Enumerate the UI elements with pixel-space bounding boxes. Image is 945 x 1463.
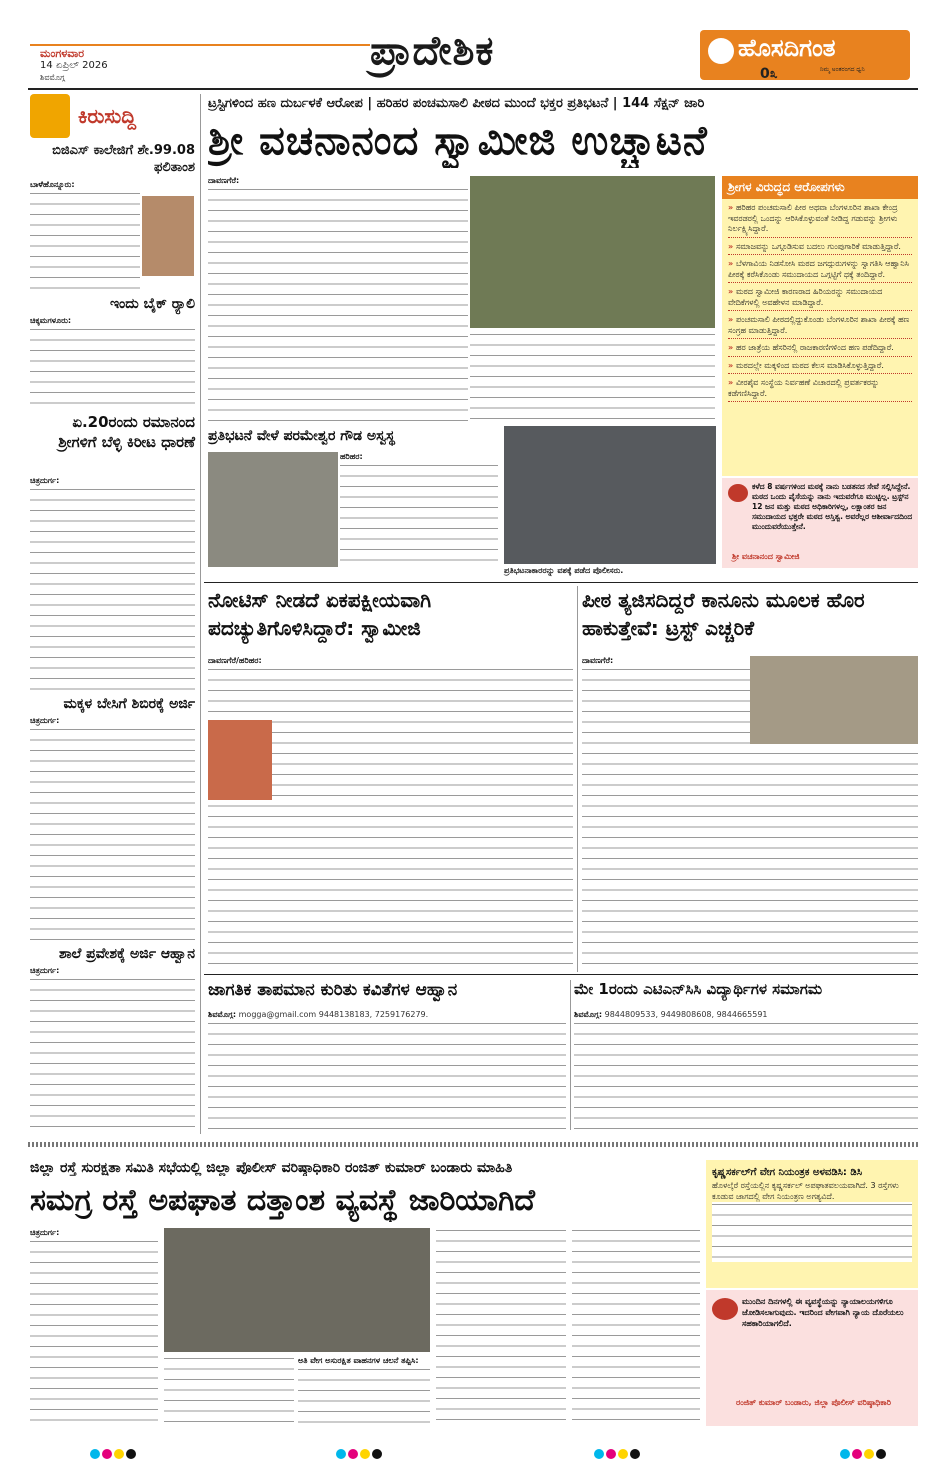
story6-headline: ಸಮಗ್ರ ರಸ್ತೆ ಅಪಘಾತ ದತ್ತಾಂಶ ವ್ಯವಸ್ಥೆ ಜಾರಿಯಾಗಿದೆ bbox=[30, 1183, 536, 1218]
story5-headline: ಮೇ 1ರಂದು ಎಟಿಎನ್‌ಸಿಸಿ ವಿದ್ಯಾರ್ಥಿಗಳ ಸಮಾಗಮ bbox=[574, 980, 823, 998]
section-rule bbox=[204, 974, 918, 975]
allegation-text: ಸಮಾಜವನ್ನು ಒಗ್ಗೂಡಿಸುವ ಬದಲು ಗುಂಪುಗಾರಿಕೆ ಮಾಡುತ್ತಿದ್ದಾರೆ. bbox=[735, 241, 901, 251]
arrow-bullet-icon: » bbox=[728, 241, 736, 251]
lead-sub-body bbox=[340, 452, 498, 567]
allegation-text: ಮಠದ ಸ್ವಾಮೀಜಿ ಕಾರಣರಾದ ಹಿರಿಯರನ್ನು ಸಮುದಾಯದ ವೇದಿಕೆಗಳಲ್ಲಿ ಅವಹೇಳನ ಮಾಡಿದ್ದಾರೆ. bbox=[728, 287, 883, 307]
lead-photo-police bbox=[470, 176, 715, 328]
story6-dateline: ಚಿತ್ರದುರ್ಗ: bbox=[30, 1228, 60, 1237]
arrow-bullet-icon: » bbox=[728, 287, 736, 296]
kirusuddi-title: ಕಿರುಸುದ್ದಿ bbox=[78, 104, 137, 128]
logo-icon bbox=[708, 38, 734, 64]
circle-sidebar-body bbox=[706, 1181, 918, 1271]
brief-2-headline: ಇಂದು ಬೈಕ್ ರ್‍ಯಾಲಿ bbox=[109, 296, 195, 312]
story4-dateline: ಶಿವಮೊಗ್ಗ: bbox=[208, 1010, 237, 1019]
swamiji-quote-box bbox=[722, 478, 918, 568]
sp-quote: ಮುಂದಿನ ದಿನಗಳಲ್ಲಿ ಈ ವ್ಯವಸ್ಥೆಯನ್ನು ನ್ಯಾಯಾಲಯಗಳಿಗೂ ಜೋಡಿಸಲಾಗುವುದು. ಇದರಿಂದ ವೇಗವಾಗಿ ನ್ಯಾಯ ದೊರೆಯಲು ಸಹಕಾರಿಯಾಗಲಿದೆ. bbox=[742, 1297, 904, 1328]
allegation-text: ವೀರಶೈವ ಸಂಸ್ಥೆಯ ನಿರ್ವಹಣೆ ವಿಚಾರದಲ್ಲಿ ಪ್ರವರ್ತಕರನ್ನು ಕಡೆಗಣಿಸಿದ್ದಾರೆ. bbox=[728, 378, 880, 398]
column-separator bbox=[577, 586, 578, 972]
allegation-item bbox=[728, 259, 912, 283]
circle-sidebar-title: ಕೃಷ್ಣಸರ್ಕಲ್‌ಗೆ ವೇಗ ನಿಯಂತ್ರಕ ಅಳವಡಿಸಿ: ಡಿಸಿ bbox=[712, 1167, 863, 1178]
top-rule bbox=[28, 88, 918, 90]
day: ಮಂಗಳವಾರ bbox=[40, 47, 85, 60]
story6-sub-head: ಅತಿ ವೇಗ ಅಸುರಕ್ಷಿತ ವಾಹನಗಳ ಚಲನೆ ತಪ್ಪಿಸಿ: bbox=[298, 1356, 419, 1365]
student-photo bbox=[142, 196, 194, 276]
page-number: 0೩ bbox=[760, 66, 778, 82]
arrow-bullet-icon: » bbox=[728, 203, 736, 212]
arrow-bullet-icon: » bbox=[728, 343, 736, 352]
allegation-text: ಹರ ಜಾತ್ರೆಯ ಹೆಸರಿನಲ್ಲಿ ರಾಜಕಾರಣಿಗಳಿಂದ ಹಣ ಪಡೆದಿದ್ದಾರೆ. bbox=[735, 343, 894, 352]
lead-dateline: ದಾವಣಗೆರೆ: bbox=[208, 176, 240, 185]
allegation-item bbox=[728, 315, 912, 339]
brief-3-body bbox=[30, 476, 195, 690]
allegation-item bbox=[728, 378, 912, 402]
story5-phone: 9844809533, 9449808608, 9844665591 bbox=[604, 1010, 768, 1019]
brief-2-dateline: ಚಿಕ್ಕಮಗಳೂರು: bbox=[30, 316, 72, 325]
meeting-photo bbox=[164, 1228, 430, 1352]
section-rule bbox=[204, 582, 918, 583]
story6-body-col2 bbox=[164, 1356, 294, 1428]
lead-body-col1 bbox=[208, 176, 468, 424]
story2-body bbox=[208, 656, 573, 970]
allegation-text: ಬೆಳಗಾವಿಯ ನಿಡಸೋಸಿ ಮಠದ ಜಗದ್ಗುರುಗಳನ್ನು ಸ್ವಾಗತಿಸಿ ಆಹ್ವಾನಿಸಿ ಪೀಠಕ್ಕೆ ಕರೆಸಿಕೊಂಡು ಸಮುದಾಯದ ಒಗ್ಗಟ್ಟಿಗೆ ಧಕ್ಕೆ ತಂದಿದ್ದಾರೆ. bbox=[728, 259, 909, 279]
protester-collapsed-photo bbox=[208, 452, 338, 567]
header-rule bbox=[30, 44, 370, 46]
swamiji-quote-by: ಶ್ರೀ ವಚನಾನಂದ ಸ್ವಾಮೀಜಿ bbox=[732, 552, 800, 561]
story5-body bbox=[574, 1010, 918, 1135]
story2-dateline: ದಾವಣಗೆರೆ/ಹರಿಹರ: bbox=[208, 656, 262, 665]
lead-headline: ಶ್ರೀ ವಚನಾನಂದ ಸ್ವಾಮೀಜಿ ಉಚ್ಚಾಟನೆ bbox=[208, 118, 708, 164]
brief-1-body bbox=[30, 180, 140, 292]
brief-1-dateline: ಬಾಳೆಹೊನ್ನೂರು: bbox=[30, 180, 75, 189]
registration-marks bbox=[90, 1444, 138, 1463]
brief-4-body bbox=[30, 716, 195, 942]
allegations-box bbox=[722, 176, 918, 476]
lead-sub-dateline: ಹರಿಹರ: bbox=[340, 452, 363, 461]
hand-icon bbox=[30, 94, 70, 138]
lead-kicker: ಟ್ರಸ್ಟಿಗಳಿಂದ ಹಣ ದುರ್ಬಳಕೆ ಆರೋಪ | ಹರಿಹರ ಪಂಚಮಸಾಲಿ ಪೀಠದ ಮುಂದೆ ಭಕ್ತರ ಪ್ರತಿಭಟನೆ | 144 ಸೆಕ್ಷನ್ ಜಾರಿ bbox=[208, 96, 705, 111]
lead-photo-caption: ಪ್ರತಿಭಟನಾಕಾರರನ್ನು ವಶಕ್ಕೆ ಪಡೆದ ಪೊಲೀಸರು. bbox=[504, 566, 624, 575]
allegation-text: ಮಠದಲ್ಲೇ ಮಕ್ಕಳಿಂದ ಮಠದ ಕೆಲಸ ಮಾಡಿಸಿಕೊಳ್ಳುತ್ತಿದ್ದಾರೆ. bbox=[735, 360, 884, 370]
story6-body-col3 bbox=[298, 1356, 430, 1428]
circle-sidebar-text: ಹೊಳಲ್ಕೆರೆ ರಸ್ತೆಯಲ್ಲಿನ ಕೃಷ್ಣಸರ್ಕಲ್ ಅಪಘಾತವಲಯವಾಗಿದೆ. 3 ರಸ್ತೆಗಳು ಕೂಡುವ ಜಾಗದಲ್ಲಿ ವೇಗ ನಿಯಂತ್ರಣ ಅಗತ್ಯವಿದೆ. bbox=[712, 1181, 899, 1201]
brief-3-headline: ಏ.20ರಂದು ರಮಾನಂದ ಶ್ರೀಗಳಿಗೆ ಬೆಳ್ಳಿ ಕಿರೀಟ ಧಾರಣೆ bbox=[58, 413, 195, 451]
sp-quote-box bbox=[706, 1290, 918, 1426]
brief-4-dateline: ಚಿತ್ರದುರ್ಗ: bbox=[30, 716, 60, 725]
story5-dateline: ಶಿವಮೊಗ್ಗ: bbox=[574, 1010, 603, 1019]
story6-body-col5 bbox=[572, 1228, 700, 1428]
brief-5-dateline: ಚಿತ್ರದುರ್ಗ: bbox=[30, 966, 60, 975]
paper-tagline: ನಿಮ್ಮ ಅಂತರಂಗದ ಧ್ವನಿ bbox=[820, 66, 865, 73]
allegation-item bbox=[728, 343, 912, 357]
story6-kicker: ಜಿಲ್ಲಾ ರಸ್ತೆ ಸುರಕ್ಷತಾ ಸಮಿತಿ ಸಭೆಯಲ್ಲಿ ಜಿಲ್ಲಾ ಪೊಲೀಸ್ ವರಿಷ್ಠಾಧಿಕಾರಿ ರಂಜಿತ್ ಕುಮಾರ್ ಬಂಡಾರು ಮಾಹಿತಿ bbox=[30, 1160, 513, 1176]
arrow-bullet-icon: » bbox=[728, 315, 736, 324]
story4-headline: ಜಾಗತಿಕ ತಾಪಮಾನ ಕುರಿತು ಕವಿತೆಗಳ ಆಹ್ವಾನ bbox=[208, 980, 458, 1000]
brief-4-headline: ಮಕ್ಕಳ ಬೇಸಿಗೆ ಶಿಬಿರಕ್ಕೆ ಅರ್ಜಿ bbox=[63, 696, 195, 712]
story4-email: mogga@gmail.com bbox=[238, 1010, 317, 1019]
lead-photo-detained bbox=[504, 426, 716, 564]
allegations-title: ಶ್ರೀಗಳ ವಿರುದ್ಧದ ಆರೋಪಗಳು bbox=[722, 176, 918, 199]
allegation-text: ಪಂಚಮಸಾಲಿ ಪೀಠದಲ್ಲಿದ್ದುಕೊಂಡು ಬೆಂಗಳೂರಿನ ಶಾಖಾ ಪೀಠಕ್ಕೆ ಹಣ ಸಂಗ್ರಹ ಮಾಡುತ್ತಿದ್ದಾರೆ. bbox=[728, 315, 910, 335]
allegations-list bbox=[722, 199, 918, 410]
allegation-text: ಹರಿಹರ ಪಂಚಮಸಾಲಿ ಪೀಠ ಅಥವಾ ಬೆಂಗಳೂರಿನ ಶಾಖಾ ಕೇಂದ್ರ ಇವರಡರಲ್ಲಿ ಒಂದನ್ನು ಆರಿಸಿಕೊಳ್ಳುವಂತೆ ನೀಡಿದ್ದ ಗಡುವನ್ನು ಶ್ರೀಗಳು ನಿರ್ಲಕ್ಷ್ಯಿಸಿದ್ದಾರೆ. bbox=[728, 203, 898, 233]
story4-phone: 9448138183, 7259176279. bbox=[318, 1010, 429, 1019]
swamiji-quote: ಕಳೆದ 8 ವರ್ಷಗಳಿಂದ ಮಠಕ್ಕೆ ನಾನು ಬಡತನದ ಸೇವೆ ಸಲ್ಲಿಸಿದ್ದೇನೆ. ಮಠದ ಒಂದು ಪೈಸೆಯನ್ನು ನಾನು ಇದುವರೆಗೂ ಮುಟ್ಟಿಲ್ಲ. ಟ್ರಸ್ಟ್‌ನ 12 ಜನ ಮತ್ತು ಮಠದ ಅಧಿಕಾರಿಗಳಲ್ಲ, ಲಕ್ಷಾಂತರ ಜನ ಸಮುದಾಯದ ಭಕ್ತರೇ ಮಠದ ಅಸ್ತಿತ್ವ. ಅವರೆಲ್ಲರ ಆಶೀರ್ವಾದದಿಂದ ಮುಂದುವರೆಯುತ್ತೇನೆ. bbox=[752, 482, 913, 531]
brief-3-dateline: ಚಿತ್ರದುರ್ಗ: bbox=[30, 476, 60, 485]
kirusuddi-header bbox=[30, 94, 190, 140]
allegation-item bbox=[728, 203, 912, 238]
allegation-item bbox=[728, 361, 912, 375]
paper-name: ಹೊಸದಿಗಂತ bbox=[738, 34, 836, 62]
brief-2-body bbox=[30, 316, 195, 406]
quote-icon bbox=[712, 1298, 738, 1320]
lead-sub-headline: ಪ್ರತಿಭಟನೆ ವೇಳೆ ಪರಮೇಶ್ವರ ಗೌಡ ಅಸ್ವಸ್ಥ bbox=[208, 428, 395, 444]
registration-marks bbox=[594, 1444, 642, 1463]
brief-5-headline: ಶಾಲೆ ಪ್ರವೇಶಕ್ಕೆ ಅರ್ಜಿ ಆಹ್ವಾನ bbox=[59, 946, 195, 962]
allegation-item bbox=[728, 287, 912, 311]
story6-body-col4 bbox=[436, 1228, 566, 1428]
paper-logo bbox=[700, 30, 910, 80]
lead-body-col2 bbox=[470, 332, 715, 424]
arrow-bullet-icon: » bbox=[728, 259, 736, 268]
brief-5-body bbox=[30, 966, 195, 1130]
column-separator bbox=[200, 94, 201, 1134]
arrow-bullet-icon: » bbox=[728, 360, 736, 370]
story2-headline: ನೋಟಿಸ್ ನೀಡದೆ ಏಕಪಕ್ಷೀಯವಾಗಿ ಪದಚ್ಯುತಿಗೊಳಿಸಿದ್ದಾರೆ: ಸ್ವಾಮೀಜಿ bbox=[208, 588, 432, 640]
swamiji-portrait bbox=[208, 720, 272, 800]
allegation-item bbox=[728, 242, 912, 256]
quote-icon bbox=[728, 484, 748, 502]
dateline-block bbox=[40, 48, 108, 84]
registration-marks bbox=[840, 1444, 888, 1463]
brief-1-headline: ಬಿಜಿಎಸ್ ಕಾಲೇಜಿಗೆ ಶೇ.99.08 ಫಲಿತಾಂಶ bbox=[52, 143, 195, 175]
date: 14 ಏಪ್ರಿಲ್ 2026 bbox=[40, 60, 108, 71]
dashed-divider bbox=[28, 1142, 918, 1147]
city: ಶಿವಮೊಗ್ಗ bbox=[40, 73, 65, 82]
circle-sidebar bbox=[706, 1160, 918, 1288]
sp-quote-by: ರಂಜಿತ್ ಕುಮಾರ್ ಬಂಡಾರು, ಜಿಲ್ಲಾ ಪೊಲೀಸ್ ವರಿಷ್ಠಾಧಿಕಾರಿ bbox=[736, 1398, 891, 1407]
story3-headline: ಪೀಠ ತ್ಯಜಿಸದಿದ್ದರೆ ಕಾನೂನು ಮೂಲಕ ಹೊರ ಹಾಕುತ್ತೇವೆ: ಟ್ರಸ್ಟ್ ಎಚ್ಚರಿಕೆ bbox=[582, 588, 865, 640]
column-separator bbox=[570, 980, 571, 1130]
story4-body bbox=[208, 1010, 566, 1135]
arrow-bullet-icon: » bbox=[728, 378, 736, 387]
registration-marks bbox=[336, 1444, 384, 1463]
section-title: ಪ್ರಾದೇಶಿಕ bbox=[370, 28, 495, 74]
trust-press-meet-photo bbox=[750, 656, 918, 744]
story6-body-col1 bbox=[30, 1228, 158, 1428]
story3-dateline: ದಾವಣಗೆರೆ: bbox=[582, 656, 614, 665]
